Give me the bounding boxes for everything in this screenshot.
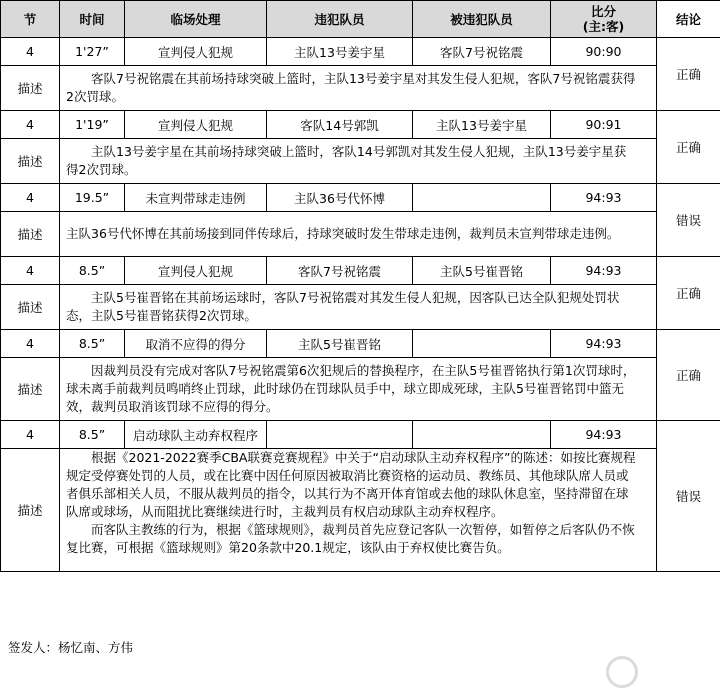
- description-text: 因裁判员没有完成对客队7号祝铭震第6次犯规后的替换程序，在主队5号崔晋铭执行第1次罚球时，球未离手前裁判员鸣哨终止罚球，此时球仍在罚球队员手中，球立即成死球，主队5号崔晋铭罚中篮无效，裁判员取消该罚球不应得的得分。: [60, 358, 657, 421]
- event-offender: 客队7号祝铭震: [267, 257, 413, 285]
- event-row: [1, 38, 720, 66]
- event-offended: 客队7号祝铭震: [413, 38, 551, 66]
- event-row: [1, 330, 720, 358]
- event-offended: 主队13号姜宇星: [413, 111, 551, 139]
- event-score: 94:93: [551, 257, 657, 285]
- event-row: [1, 111, 720, 139]
- event-offender: 主队5号崔晋铭: [267, 330, 413, 358]
- description-text: 主队36号代怀博在其前场接到同伴传球后，持球突破时发生带球走违例，裁判员未宣判带球走违例。: [60, 212, 657, 257]
- event-conclusion: 正确: [657, 111, 720, 184]
- description-label: 描述: [1, 285, 60, 330]
- description-row: [1, 66, 720, 111]
- event-decision: 宣判侵人犯规: [125, 38, 267, 66]
- event-row: [1, 421, 720, 449]
- description-label: 描述: [1, 66, 60, 111]
- description-label: 描述: [1, 212, 60, 257]
- description-text: 客队7号祝铭震在其前场持球突破上篮时，主队13号姜宇星对其发生侵人犯规，客队7号祝铭震获得2次罚球。: [60, 66, 657, 111]
- event-section: 4: [1, 184, 60, 212]
- header-score: 比分 (主:客): [551, 1, 657, 38]
- event-offended: [413, 184, 551, 212]
- description-text: 主队5号崔晋铭在其前场运球时，客队7号祝铭震对其发生侵人犯规，因客队已达全队犯规处罚状态，主队5号崔晋铭获得2次罚球。: [60, 285, 657, 330]
- event-section: 4: [1, 421, 60, 449]
- event-section: 4: [1, 38, 60, 66]
- description-row: [1, 285, 720, 330]
- event-time: 1'27”: [60, 38, 125, 66]
- event-score: 90:91: [551, 111, 657, 139]
- event-time: 19.5”: [60, 184, 125, 212]
- event-offended: [413, 421, 551, 449]
- event-conclusion: 错误: [657, 421, 720, 572]
- event-offended: 主队5号崔晋铭: [413, 257, 551, 285]
- event-decision: 未宣判带球走违例: [125, 184, 267, 212]
- event-section: 4: [1, 330, 60, 358]
- event-row: [1, 184, 720, 212]
- event-score: 94:93: [551, 421, 657, 449]
- event-time: 8.5”: [60, 257, 125, 285]
- description-label: 描述: [1, 139, 60, 184]
- header-offended: 被违犯队员: [413, 1, 551, 38]
- header-time: 时间: [60, 1, 125, 38]
- description-row: [1, 139, 720, 184]
- event-section: 4: [1, 257, 60, 285]
- event-decision: 取消不应得的得分: [125, 330, 267, 358]
- watermark-logo: [606, 656, 714, 692]
- description-label: 描述: [1, 449, 60, 572]
- event-time: 8.5”: [60, 421, 125, 449]
- event-conclusion: 错误: [657, 184, 720, 257]
- description-text: 根据《2021-2022赛季CBA联赛竞赛规程》中关于“启动球队主动弃权程序”的陈述：如按比赛规程规定受停赛处罚的人员，或在比赛中因任何原因被取消比赛资格的运动员、教练员、其他球队席人员或者俱乐部相关人员，不服从裁判员的指令，以其行为不离开体育馆或去他的球队休息室，坚持滞留在球队席或球场，从而阻扰比赛继续进行时，主裁判员有权启动球队主动弃权程序。 而客队主教练的行为，根据《篮球规则》，裁判员首先应登记客队一次暂停，如暂停之后客队仍不恢复比赛，可根据《篮球规则》第20条款中20.1规定，该队由于弃权使比赛告负。: [60, 449, 657, 572]
- signoff-text: 签发人：杨忆南、方伟: [8, 640, 134, 655]
- description-row: [1, 212, 720, 257]
- header-offender: 违犯队员: [267, 1, 413, 38]
- description-label: 描述: [1, 358, 60, 421]
- event-score: 90:90: [551, 38, 657, 66]
- event-time: 1'19”: [60, 111, 125, 139]
- description-row: [1, 358, 720, 421]
- event-offender: 客队14号郭凯: [267, 111, 413, 139]
- event-decision: 宣判侵人犯规: [125, 111, 267, 139]
- event-row: [1, 257, 720, 285]
- event-conclusion: 正确: [657, 257, 720, 330]
- event-offended: [413, 330, 551, 358]
- header-decision: 临场处理: [125, 1, 267, 38]
- event-time: 8.5”: [60, 330, 125, 358]
- event-decision: 启动球队主动弃权程序: [125, 421, 267, 449]
- event-offender: [267, 421, 413, 449]
- header-conclusion: 结论: [657, 1, 720, 38]
- header-row: [1, 1, 720, 38]
- event-decision: 宣判侵人犯规: [125, 257, 267, 285]
- event-offender: 主队36号代怀博: [267, 184, 413, 212]
- event-offender: 主队13号姜宇星: [267, 38, 413, 66]
- event-score: 94:93: [551, 184, 657, 212]
- description-text: 主队13号姜宇星在其前场持球突破上篮时，客队14号郭凯对其发生侵人犯规，主队13号姜宇星获得2次罚球。: [60, 139, 657, 184]
- description-row: [1, 449, 720, 572]
- event-conclusion: 正确: [657, 330, 720, 421]
- event-section: 4: [1, 111, 60, 139]
- event-conclusion: 正确: [657, 38, 720, 111]
- event-score: 94:93: [551, 330, 657, 358]
- header-section: 节: [1, 1, 60, 38]
